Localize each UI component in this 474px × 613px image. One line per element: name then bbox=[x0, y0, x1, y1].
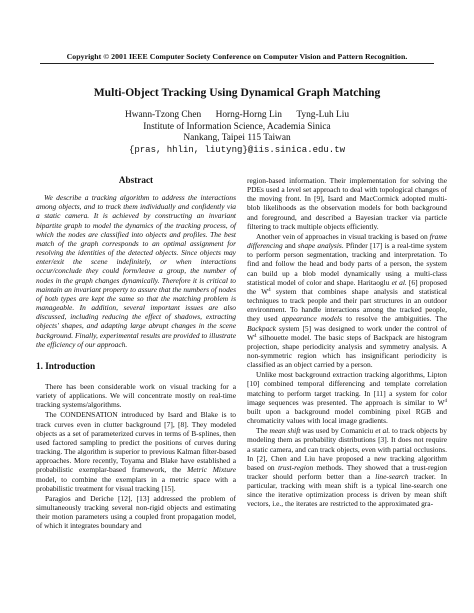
left-column bbox=[36, 176, 236, 530]
author-2: Horng-Horng Lin bbox=[215, 110, 282, 120]
intro-paragraph-1: There has been considerable work on visual tracking for a variety of applications. We will concentrate mostly on real-time tracking systems/algorithms. bbox=[36, 381, 236, 410]
author-block bbox=[0, 110, 474, 156]
right-column bbox=[247, 176, 447, 509]
right-paragraph-4: The mean shift was used by Comaniciu et al. to track objects by modeling them as probability distributions [3]. It does not require a static camera, and can track objects, even with partial occlusions. In [2], Chen and Liu have proposed a new tracking algorithm based on trust-region methods. They showed that a trust-region tracker should perform better than a line-search tracker. In particular, tracking with mean shift is a typical line-search one since the iterative optimization process is driven by mean shift vectors, i.e., the iterates are restricted to the approximated gra- bbox=[247, 426, 448, 509]
right-paragraph-3: Unlike most background extraction tracking algorithms, Lipton [10] combined temporal differencing and template correlation matching to perform target tracking. In [11] a system for color image sequences was presented. The approach is similar to $W^4$ built upon a background model combining pixel RGB and chromaticity values with local image gradients. bbox=[247, 370, 447, 426]
intro-paragraph-2: The CONDENSATION introduced by Isard and Blake is to track curves even in clutter background [7], [8]. They modeled objects as a set of parameterized curves in terms of B-splines, then used factored sampling to predict the positions of curves during tracking. The algorithm is superior to previous Kalman filter-based approaches. More recently, Toyama and Blake have established a probabilistic exemplar-based framework, the Metric Mixture model, to combine the exemplars in a metric space with a probabilistic treatment for visual tracking [15]. bbox=[36, 410, 236, 493]
author-names bbox=[0, 110, 474, 122]
address: Nankang, Taipei 115 Taiwan bbox=[183, 133, 291, 144]
right-paragraph-2: Another vein of approaches in visual tracking is based on frame differencing and shape analysis. Pfinder [17] is a real-time system to perform person segmentation, tracking and interpretation. To find and follow the head and body parts of a person, the system can build up a blob model dynamically using a multi-class statistical model of color and shape. Haritaoglu et al. [6] proposed the $W^4$ system that combines shape analysis and statistical techniques to track people and their part structures in an outdoor environment. To handle interactions among the tracked people, they used appearance models to resolve the ambiguities. The Backpack system [5] was designed to work under the control of $W^4$ silhouette model. The basic steps of Backpack are histogram projection, shape periodicity analysis and symmetry analysis. A non-symmetric region which has insignificant periodicity is classified as an object carried by a person. bbox=[247, 231, 447, 370]
author-1: Hwann-Tzong Chen bbox=[124, 110, 202, 120]
right-paragraph-1: region-based information. Their implementation for solving the PDEs used a level set approach to deal with topological changes of the moving front. In [9], Isard and MacCormick adopted multi-blob likelihoods as the observation models for both background and foreground, and described a Bayesian tracker via particle filtering to track multiple objects efficiently. bbox=[247, 176, 447, 231]
section-heading-introduction: 1. Introduction bbox=[36, 360, 96, 371]
email-addresses: {pras, hhlin, liutyng}@iis.sinica.edu.tw bbox=[128, 144, 346, 155]
author-3: Tyng-Luh Liu bbox=[296, 110, 350, 120]
copyright-notice: Copyright © 2001 IEEE Computer Society Conference on Computer Vision and Pattern Recognition. bbox=[66, 52, 408, 61]
header-rule bbox=[40, 63, 434, 64]
paper-title: Multi-Object Tracking Using Dynamical Graph Matching bbox=[93, 86, 381, 99]
abstract-heading: Abstract bbox=[118, 175, 154, 185]
intro-paragraph-3: Paragios and Deriche [12], [13] addressed the problem of simultaneously tracking several non-rigid objects and estimating their motion parameters using a coupled front propagation model, of which it integrates boundary and bbox=[36, 493, 236, 531]
affiliation: Institute of Information Science, Academia Sinica bbox=[143, 121, 331, 132]
abstract-text: We describe a tracking algorithm to address the interactions among objects, and to track them individually and confidently via a static camera. It is achieved by constructing an invariant bipartite graph to model the dynamics of the tracking process, of which the nodes are classified into objects and profiles. The best match of the graph corresponds to an optimal assignment for resolving the identities of the detected objects. Since objects may enter/exit the scene indefinitely, or when interactions occur/conclude they could form/leave a group, the number of nodes in the graph changes dynamically. Therefore it is critical to maintain an invariant property to assure that the numbers of nodes of both types are kept the same so that the matching problem is manageable. In addition, several important issues are also discussed, including reducing the effect of shadows, extracting objects' shapes, and adapting large abrupt changes in the scene background. Finally, experimental results are provided to illustrate the efficiency of our approach. bbox=[36, 193, 236, 349]
